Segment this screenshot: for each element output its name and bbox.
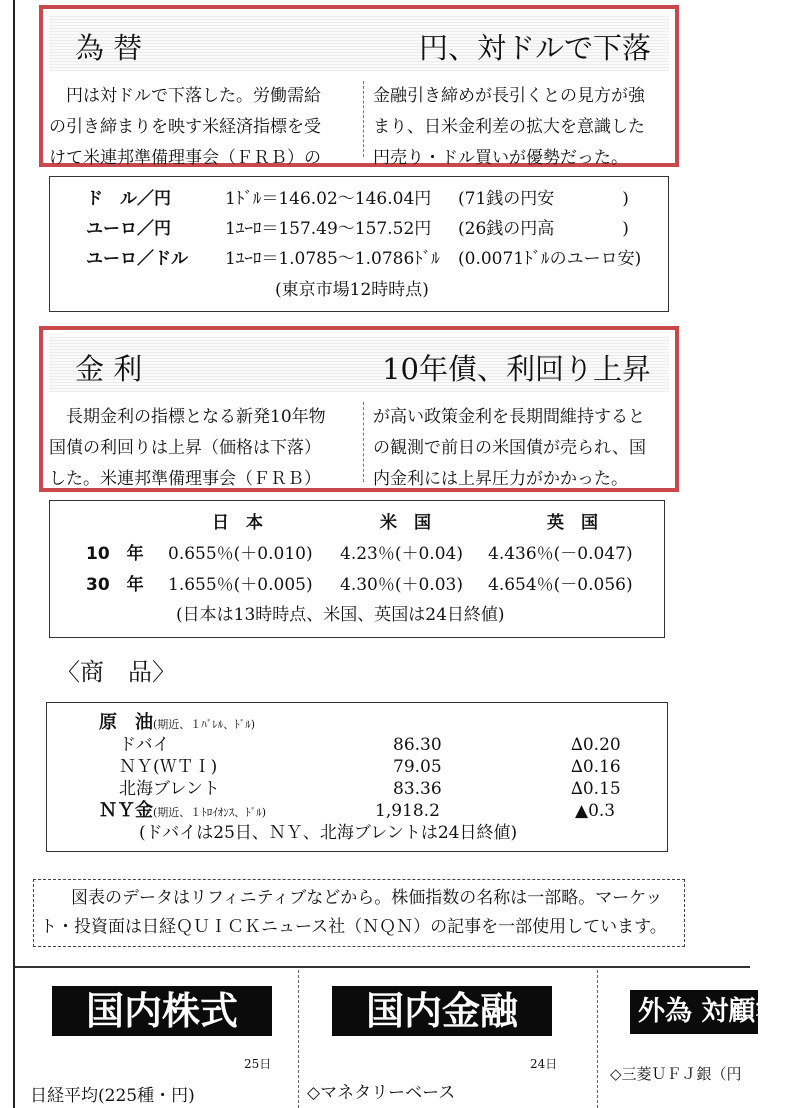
forex-change: (0.0071ﾄﾞﾙのユーロ安) [458, 249, 642, 269]
text-line: 内金利には上昇圧力がかかった。 [373, 469, 628, 489]
column-divider [363, 81, 364, 157]
forex-rate: 1ﾄﾞﾙ＝146.02～146.04円 [225, 189, 432, 209]
forex-pair: ユーロ／円 [86, 219, 171, 239]
domestic-stocks-date: 25日 [244, 1057, 272, 1071]
domestic-stocks-title: 国内株式 [52, 986, 272, 1036]
text-line: 円売り・ドル買いが優勢だった。 [373, 148, 628, 168]
forex-heading: 為 替 [75, 31, 143, 65]
us-yield: 4.30％(＋0.03) [340, 575, 463, 595]
rates-headline: 10年債、利回り上昇 [382, 352, 651, 386]
gold-change: ▲0.3 [575, 801, 616, 821]
crude-unit-note: (期近、１ﾊﾞﾚﾙ、ﾄﾞﾙ) [153, 718, 256, 731]
forex-body-right [373, 81, 675, 174]
rates-body-right [373, 402, 675, 495]
data-source-notice [33, 879, 685, 947]
commodities-table [46, 702, 668, 852]
commodity-value: 86.30 [393, 735, 442, 755]
commodity-name: ＮＹ(ＷＴＩ) [119, 757, 218, 777]
japan-yield: 1.655％(＋0.005) [168, 575, 313, 595]
text-line: 円は対ドルで下落した。労働需給 [49, 86, 321, 106]
forex-change: (71銭の円安 ) [458, 189, 629, 209]
forex-footnote: (東京市場12時時点) [275, 280, 429, 300]
japan-yield: 0.655％(＋0.010) [168, 544, 313, 564]
column-divider [597, 970, 598, 1108]
notice-line: 図表のデータはリフィニティブなどから。株価指数の名称は一部略。マーケッ [54, 888, 663, 908]
row-label-30y: 30 年 [86, 575, 144, 595]
forex-rate: 1ﾕｰﾛ＝1.0785～1.0786ﾄﾞﾙ [225, 249, 440, 269]
column-header-japan: 日 本 [212, 513, 263, 533]
text-line: けて米連邦準備理事会（ＦＲＢ）の [49, 148, 321, 168]
commodity-value: 79.05 [393, 757, 442, 777]
monetary-base-label: ◇マネタリーベース [307, 1083, 456, 1103]
gold-value: 1,918.2 [375, 801, 440, 821]
us-yield: 4.23％(＋0.04) [340, 544, 463, 564]
rates-article [39, 326, 679, 492]
commodity-name: 北海ブレント [119, 779, 220, 799]
page-left-rule [13, 0, 15, 1108]
rates-body-left [49, 402, 359, 495]
forex-rate: 1ﾕｰﾛ＝157.49～157.52円 [225, 219, 432, 239]
forex-change: (26銭の円高 ) [458, 219, 629, 239]
commodity-change: ∆0.20 [571, 735, 621, 755]
uk-yield: 4.654％(－0.056) [488, 575, 633, 595]
gold-title: ＮＹ金 [99, 800, 153, 821]
commodities-footnote: (ドバイは25日、ＮＹ、北海ブレントは24日終値) [139, 823, 518, 843]
column-header-us: 米 国 [380, 513, 431, 533]
forex-rate-table [49, 176, 669, 312]
text-line: した。米連邦準備理事会（ＦＲＢ） [49, 469, 321, 489]
text-line: 国債の利回りは上昇（価格は下落） [49, 438, 321, 458]
column-divider [363, 402, 364, 482]
commodity-value: 83.36 [393, 779, 442, 799]
column-divider [298, 970, 299, 1108]
forex-article [39, 5, 679, 167]
domestic-finance-title: 国内金融 [332, 986, 552, 1036]
column-header-uk: 英 国 [547, 513, 598, 533]
text-line: まり、日米金利差の拡大を意識した [373, 117, 645, 137]
notice-line: ト・投資面は日経ＱＵＩＣＫニュース社（ＮＱＮ）の記事を一部使用しています。 [40, 917, 667, 937]
forex-pair: ド ル／円 [86, 189, 171, 209]
row-label-10y: 10 年 [86, 544, 144, 564]
forex-headline: 円、対ドルで下落 [418, 31, 651, 65]
rates-header-band [49, 336, 669, 392]
forex-body-left [49, 81, 359, 174]
text-line: の引き締まりを映す米経済指標を受 [49, 117, 321, 137]
gold-unit-note: (期近、１ﾄﾛｲｵﾝｽ、ﾄﾞﾙ) [153, 806, 267, 819]
forex-header-band [49, 15, 669, 71]
rates-table [49, 500, 665, 638]
commodity-change: ∆0.15 [571, 779, 621, 799]
text-line: が高い政策金利を長期間維持すると [373, 407, 645, 427]
forex-pair: ユーロ／ドル [86, 249, 188, 269]
mufg-bank-label: ◇三菱ＵＦＪ銀（円 [610, 1065, 742, 1083]
nikkei-average-label: 日経平均(225種・円) [30, 1086, 195, 1106]
forex-customer-title: 外為 対顧客電 [630, 990, 758, 1034]
commodity-name: ドバイ [119, 735, 170, 755]
crude-title: 原 油 [99, 712, 153, 733]
text-line: の観測で前日の米国債が売られ、国 [373, 438, 647, 458]
uk-yield: 4.436％(－0.047) [488, 544, 633, 564]
rates-footnote: (日本は13時時点、米国、英国は24日終値) [176, 605, 505, 625]
section-rule [15, 966, 750, 968]
rates-heading: 金 利 [75, 352, 143, 386]
commodities-heading: 〈商 品〉 [56, 658, 176, 686]
text-line: 金融引き締めが長引くとの見方が強 [373, 86, 645, 106]
commodity-change: ∆0.16 [571, 757, 621, 777]
domestic-finance-date: 24日 [530, 1057, 558, 1071]
text-line: 長期金利の指標となる新発10年物 [49, 407, 326, 427]
